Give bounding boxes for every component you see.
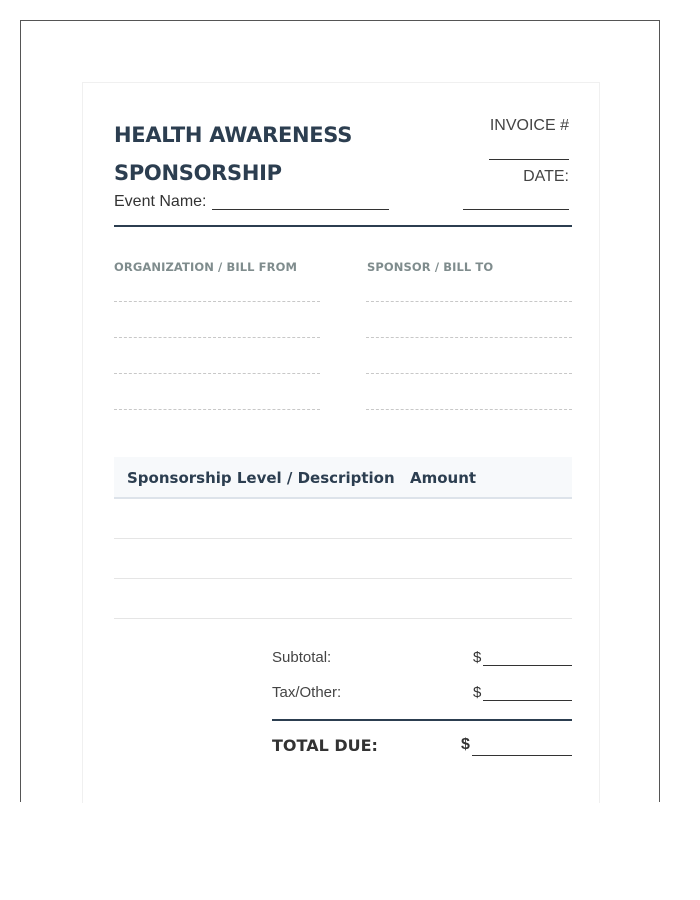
invoice-sheet: [82, 82, 600, 803]
column-header-amount: Amount: [410, 469, 477, 487]
tax-currency: $: [473, 684, 482, 701]
bill-to-line[interactable]: [366, 373, 572, 374]
bill-from-line[interactable]: [114, 337, 320, 338]
title-line-1: HEALTH AWARENESS: [114, 123, 353, 147]
table-row[interactable]: [114, 538, 572, 539]
bill-to-line[interactable]: [366, 337, 572, 338]
bill-to-label: SPONSOR / BILL TO: [367, 260, 494, 274]
page-frame: [20, 20, 660, 802]
tax-field[interactable]: [483, 684, 572, 701]
table-row[interactable]: [114, 578, 572, 579]
column-header-description: Sponsorship Level / Description: [127, 469, 395, 487]
event-name-field[interactable]: [212, 209, 389, 210]
totals-divider: [272, 719, 572, 721]
tax-label: Tax/Other:: [272, 684, 342, 701]
date-field[interactable]: [463, 209, 569, 210]
invoice-title: [114, 116, 414, 192]
bill-to-line[interactable]: [366, 409, 572, 410]
invoice-number-field[interactable]: [489, 159, 569, 160]
subtotal-field[interactable]: [483, 649, 572, 666]
event-name-label: Event Name:: [114, 193, 207, 210]
bill-from-line[interactable]: [114, 373, 320, 374]
subtotal-label: Subtotal:: [272, 649, 332, 666]
total-currency: $: [461, 736, 470, 753]
bill-to-line[interactable]: [366, 301, 572, 302]
bill-from-line[interactable]: [114, 409, 320, 410]
title-line-2: SPONSORSHIP: [114, 161, 282, 185]
header-divider: [114, 225, 572, 227]
table-row[interactable]: [114, 618, 572, 619]
subtotal-currency: $: [473, 649, 482, 666]
total-due-field[interactable]: [472, 739, 572, 756]
bill-from-label: ORGANIZATION / BILL FROM: [114, 260, 297, 274]
date-label: DATE:: [523, 168, 569, 185]
bill-from-line[interactable]: [114, 301, 320, 302]
line-items-header: [114, 457, 572, 499]
invoice-number-label: INVOICE #: [489, 117, 569, 134]
total-due-label: TOTAL DUE:: [272, 736, 378, 755]
